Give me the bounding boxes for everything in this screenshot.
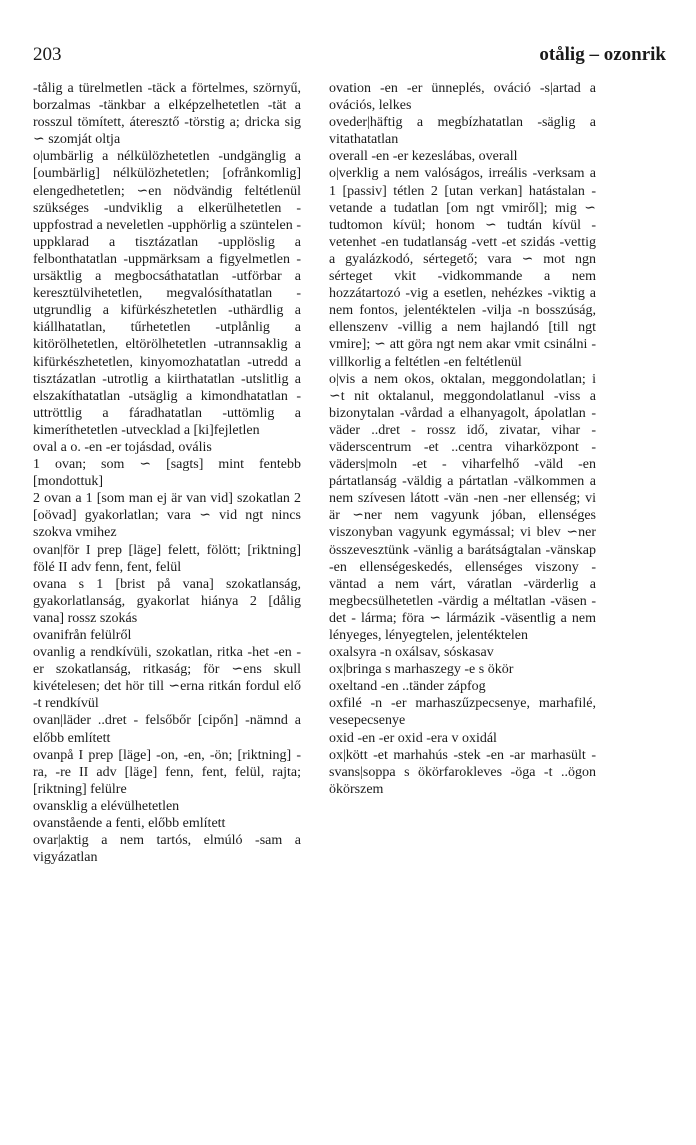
dictionary-entry: ovation -en -er ünneplés, ováció -s|artad a ovációs, lelkes: [329, 81, 596, 114]
dictionary-entry: overall -en -er kezeslábas, overall: [329, 149, 518, 165]
dictionary-entry: ovansklig a elévülhetetlen: [33, 798, 180, 814]
dictionary-entry: ovar|aktig a nem tartós, elmúló -sam a vigyázatlan: [33, 833, 301, 866]
dictionary-entry: o|umbärlig a nélkülözhetetlen -undgänglig a [oumbärlig] nélkülözhetetlen; [ofrånkomlig] elengedhetetlen; ∽en nödvändig feltétlenül szükséges -undviklig a elkerülhetetlen -uppfostrad a neveletlen -upphörlig a szüntelen -uppklarad a tisztázatlan -upplöslig a felbonthatatlan -uppmärksam a figyelmetlen -ursäktlig a megbocsáthatatlan -utförbar a keresztülvihetetlen, megvalósíthatatlan -utgrundlig a kifürkészhetetlen -uthärdlig a kiállhatatlan, tűrhetetlen -utplånlig a kitörölhetetlen, eltörölhetetlen -utrannsaklig a kifürkészhetetlen, kinyomozhatatlan -utredd a tisztázatlan -utrotlig a kiirthatatlan -utslitlig a elszakíthatatlan -utsäglig a kimondhatatlan -uttröttlig a fáradhatatlan -uttömlig a kimeríthetetlen -utvecklad a [ki]fejletlen: [33, 149, 301, 438]
dictionary-entry: ovanlig a rendkívüli, szokatlan, ritka -het -en -er szokatlanság, ritkaság; för ∽ens skull kivételesen; det hör till ∽erna ritkán fordul elő -t rendkívül: [33, 645, 301, 712]
dictionary-entry: ox|bringa s marhaszegy -e s ökör: [329, 662, 514, 678]
dictionary-entry: ovanpå I prep [läge] -on, -en, -ön; [riktning] -ra, -re II adv [läge] fenn, fent, felül, rajta; [riktning] felülre: [33, 747, 301, 797]
dictionary-entry: oxalsyra -n oxálsav, sóskasav: [329, 645, 494, 661]
dictionary-entry: -tålig a türelmetlen -täck a förtelmes, szörnyű, borzalmas -tänkbar a elképzelhetetlen -tät a rosszul tömített, áteresztő -törstig a; dricka sig ∽ szomját oltja: [33, 81, 301, 148]
dictionary-entry: ovana s 1 [brist på vana] szokatlanság, gyakorlatlanság, gyakorlat hiánya 2 [dålig vana] rossz szokás: [33, 576, 301, 626]
dictionary-entry: 2 ovan a 1 [som man ej är van vid] szokatlan 2 [oövad] gyakorlatlan; vara ∽ vid ngt nincs szokva vmihez: [33, 491, 301, 541]
dictionary-entry: o|verklig a nem valóságos, irreális -verksam a 1 [passiv] tétlen 2 [utan verkan] hatástalan -vetande a tudatlan [om ngt vmiről]; mig ∽ tudtomon kívül; honom ∽ tudtán kívül -vetenhet -en tudatlanság -vett -et szidás -vettig a gyalázkodó, sértegető; vara ∽ mot ngn sérteget vkit -vidkommande a nem hozzátartozó -vig a esetlen, nehézkes -viktig a nem fontos, jelentéktelen -vilja -n bosszúság, ellenszenv -villig a nem hajlandó [till ngt vmire]; ∽ att göra ngt nem akar vmit csinálni -villkorlig a feltétlen -en feltétlenül: [329, 166, 596, 370]
dictionary-entry: 1 ovan; som ∽ [sagts] mint fentebb [mondottuk]: [33, 457, 301, 490]
dictionary-entry: oxeltand -en ..tänder zápfog: [329, 679, 486, 695]
dictionary-entry: ovanifrån felülről: [33, 628, 132, 643]
page-number: 203: [33, 44, 62, 65]
dictionary-entry: o|vis a nem okos, oktalan, meggondolatlan; i ∽t nit oktalanul, meggondolatlanul -viss a bizonytalan -vårdad a elhanyagolt, ápolatlan -väder ..dret - rossz idő, zivatar, vihar -väderscentrum -et ..centra viharközpont -väders|moln -et - viharfelhő -väld -en pártatlanság -väldig a pártatlan -välkommen a nem szívesen látott -vän -nen -ner ellenség; vi är ∽ner nem vagyunk jóban, ellenséges viszonyban vagyunk egymással; vi blev ∽ner összevesztünk -vänlig a barátságtalan -vänskap -en ellenségeskedés, ellenséges viszony -väntad a nem várt, váratlan -värderlig a megbecsülhetetlen -värdig a méltatlan -väsen -det - lárma; föra ∽ lármázik -väsentlig a nem lényeges, lényegtelen, jelentéktelen: [329, 371, 596, 643]
dictionary-entry: oxid -en -er oxid -era v oxidál: [329, 730, 497, 746]
dictionary-entry: ovan|för I prep [läge] felett, fölött; [riktning] fölé II adv fenn, fent, felül: [33, 542, 301, 575]
right-column: [329, 80, 596, 798]
dictionary-entry: oxfilé -n -er marhaszűzpecsenye, marhafilé, vesepecsenye: [329, 696, 596, 729]
dictionary-entry: ovanstående a fenti, előbb említett: [33, 816, 226, 832]
left-column: [33, 80, 301, 866]
dictionary-entry: ox|kött -et marhahús -stek -en -ar marhasült -svans|soppa s ökörfarokleves -öga -t ..ögon ökörszem: [329, 747, 596, 797]
running-head: otålig – ozonrik: [539, 44, 666, 65]
dictionary-entry: ovan|läder ..dret - felsőbőr [cipőn] -nämnd a előbb említett: [33, 713, 301, 746]
dictionary-entry: oval a o. -en -er tojásdad, ovális: [33, 439, 212, 455]
dictionary-entry: oveder|häftig a megbízhatatlan -säglig a vitathatatlan: [329, 115, 596, 148]
